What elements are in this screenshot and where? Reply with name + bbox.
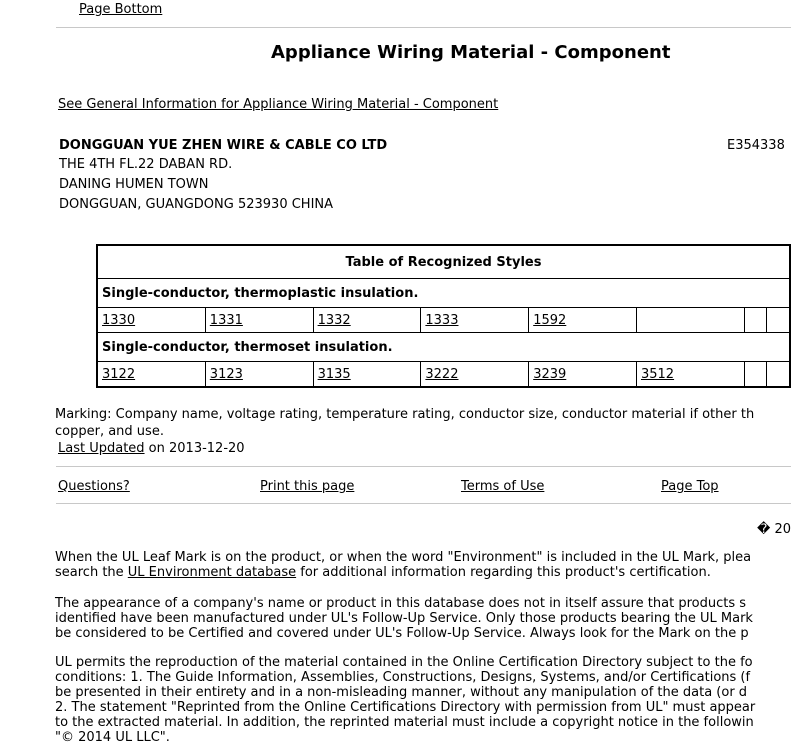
address-line-1: THE 4TH FL.22 DABAN RD.: [59, 157, 233, 172]
marking-text-line-2: copper, and use.: [55, 424, 164, 439]
environment-notice-prefix: search the: [55, 565, 128, 580]
environment-notice-suffix: for additional information regarding this product's certification.: [296, 565, 711, 580]
page-bottom-link[interactable]: Page Bottom: [79, 2, 163, 17]
address-line-2: DANING HUMEN TOWN: [59, 177, 209, 192]
terms-of-use-link[interactable]: Terms of Use: [461, 479, 545, 494]
section-heading-thermoset: Single-conductor, thermoset insulation.: [97, 333, 790, 362]
style-link[interactable]: 3123: [209, 366, 243, 382]
style-link[interactable]: 1330: [102, 312, 136, 328]
print-page-link[interactable]: Print this page: [260, 479, 355, 494]
empty-cell: [744, 362, 767, 388]
disclaimer-line: be considered to be Certified and covered under UL's Follow-Up Service. Always look for the Mark on the p: [55, 626, 749, 641]
file-number: E354338: [727, 138, 785, 153]
copyright-mark: � 20: [757, 522, 791, 537]
empty-cell: [636, 308, 744, 333]
style-link[interactable]: 3512: [640, 366, 675, 382]
disclaimer-line: identified have been manufactured under UL's Follow-Up Service. Only those products bearing the UL Mark: [55, 611, 753, 626]
style-link[interactable]: 3135: [317, 366, 351, 382]
style-link[interactable]: 3222: [425, 366, 459, 382]
empty-cell: [767, 362, 790, 388]
marking-text-line-1: Marking: Company name, voltage rating, temperature rating, conductor size, conductor material if other th: [55, 407, 755, 422]
divider: [56, 27, 791, 28]
table-row: [97, 362, 790, 388]
page-top-link[interactable]: Page Top: [661, 479, 719, 494]
style-link[interactable]: 1592: [533, 312, 567, 328]
empty-cell: [744, 308, 767, 333]
reproduction-line: 2. The statement "Reprinted from the Online Certifications Directory with permission from UL" must appear: [55, 700, 756, 715]
reproduction-line: conditions: 1. The Guide Information, Assemblies, Constructions, Designs, Systems, and/or Certifications (f: [55, 670, 751, 685]
environment-notice-line-1: When the UL Leaf Mark is on the product, or when the word "Environment" is included in the UL Mark, plea: [55, 550, 752, 565]
reproduction-line: to the extracted material. In addition, the reprinted material must include a copyright notice in the followin: [55, 715, 754, 730]
divider: [56, 503, 791, 504]
reproduction-notice: [55, 655, 791, 745]
style-link[interactable]: 1332: [317, 312, 351, 328]
ul-environment-database-link[interactable]: UL Environment database: [127, 565, 297, 580]
section-heading-thermoplastic: Single-conductor, thermoplastic insulation.: [97, 279, 790, 308]
last-updated: [58, 441, 245, 456]
divider: [56, 466, 791, 467]
empty-cell: [767, 308, 790, 333]
reproduction-line: UL permits the reproduction of the material contained in the Online Certification Directory subject to the fo: [55, 655, 753, 670]
style-link[interactable]: 3239: [533, 366, 567, 382]
reproduction-line: be presented in their entirety and in a non-misleading manner, without any manipulation of the data (or d: [55, 685, 748, 700]
page-title: Appliance Wiring Material - Component: [271, 42, 671, 63]
reproduction-line: "© 2014 UL LLC".: [55, 730, 170, 745]
recognized-styles-table: [96, 244, 791, 388]
style-link[interactable]: 1331: [209, 312, 243, 328]
environment-notice: [55, 550, 791, 580]
style-link[interactable]: 3122: [102, 366, 136, 382]
certification-disclaimer: [55, 596, 791, 641]
table-row: [97, 308, 790, 333]
style-link[interactable]: 1333: [425, 312, 459, 328]
last-updated-date: on 2013-12-20: [144, 441, 245, 456]
disclaimer-line: The appearance of a company's name or product in this database does not in itself assure that products s: [55, 596, 746, 611]
table-title: Table of Recognized Styles: [97, 245, 790, 279]
questions-link[interactable]: Questions?: [58, 479, 130, 494]
last-updated-link[interactable]: Last Updated: [58, 441, 145, 456]
company-name: DONGGUAN YUE ZHEN WIRE & CABLE CO LTD: [59, 138, 388, 153]
address-line-3: DONGGUAN, GUANGDONG 523930 CHINA: [59, 197, 334, 212]
general-information-link[interactable]: See General Information for Appliance Wiring Material - Component: [58, 97, 499, 112]
